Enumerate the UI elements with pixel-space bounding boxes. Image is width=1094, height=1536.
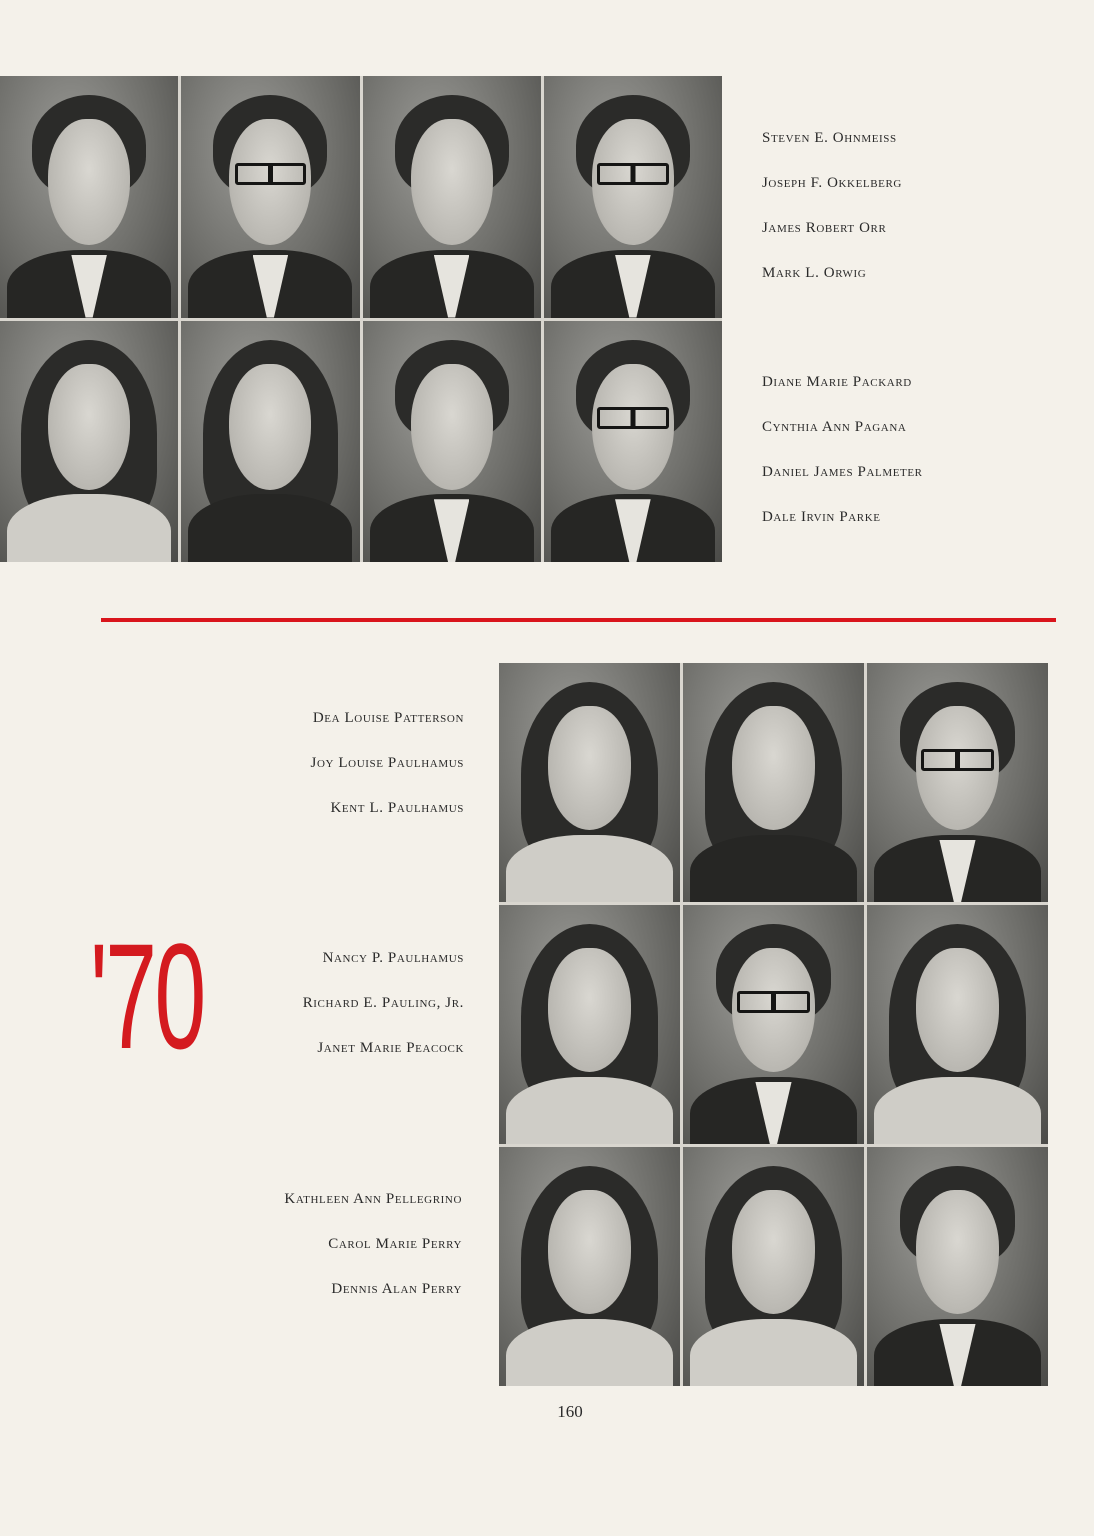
student-name: Cynthia Ann Pagana bbox=[762, 419, 907, 435]
student-name: James Robert Orr bbox=[762, 220, 887, 236]
names-second-row bbox=[762, 360, 1062, 540]
student-name: Diane Marie Packard bbox=[762, 374, 912, 390]
student-name: Joseph F. Okkelberg bbox=[762, 175, 902, 191]
student-name: Kathleen Ann Pellegrino bbox=[284, 1191, 462, 1207]
names-bottom-row-2 bbox=[140, 936, 464, 1071]
portrait-dale-parke bbox=[544, 321, 722, 563]
class-year: '70 bbox=[90, 912, 204, 1080]
student-name: Nancy P. Paulhamus bbox=[322, 950, 464, 966]
names-bottom-row-1 bbox=[140, 696, 464, 831]
portrait-diane-packard bbox=[0, 321, 178, 563]
names-top-row bbox=[762, 116, 1062, 296]
student-name: Dale Irvin Parke bbox=[762, 509, 881, 525]
portrait-james-orr bbox=[363, 76, 541, 318]
portrait-mark-orwig bbox=[544, 76, 722, 318]
student-name: Kent L. Paulhamus bbox=[330, 800, 464, 816]
portrait-carol-perry bbox=[683, 1147, 864, 1386]
student-name: Dea Louise Patterson bbox=[312, 710, 464, 726]
student-name: Mark L. Orwig bbox=[762, 265, 867, 281]
names-bottom-row-3 bbox=[140, 1177, 462, 1312]
portrait-janet-peacock bbox=[867, 905, 1048, 1144]
student-name: Carol Marie Perry bbox=[328, 1236, 462, 1252]
student-name: Janet Marie Peacock bbox=[317, 1040, 464, 1056]
student-name: Daniel James Palmeter bbox=[762, 464, 923, 480]
portrait-kathleen-pellegrino bbox=[499, 1147, 680, 1386]
portrait-joseph-okkelberg bbox=[181, 76, 359, 318]
portrait-joy-paulhamus bbox=[683, 663, 864, 902]
portrait-daniel-palmeter bbox=[363, 321, 541, 563]
student-name: Richard E. Pauling, Jr. bbox=[302, 995, 464, 1011]
student-name: Joy Louise Paulhamus bbox=[310, 755, 464, 771]
portrait-dennis-perry bbox=[867, 1147, 1048, 1386]
portrait-dea-patterson bbox=[499, 663, 680, 902]
red-divider-line bbox=[101, 618, 1056, 622]
bottom-portrait-grid bbox=[499, 663, 1048, 1386]
page-number: 160 bbox=[557, 1402, 583, 1421]
portrait-kent-paulhamus bbox=[867, 663, 1048, 902]
portrait-nancy-paulhamus bbox=[499, 905, 680, 1144]
portrait-cynthia-pagana bbox=[181, 321, 359, 563]
student-name: Steven E. Ohnmeiss bbox=[762, 130, 897, 146]
portrait-richard-pauling bbox=[683, 905, 864, 1144]
student-name: Dennis Alan Perry bbox=[331, 1281, 462, 1297]
top-portrait-grid bbox=[0, 76, 722, 562]
portrait-steven-ohnmeiss bbox=[0, 76, 178, 318]
